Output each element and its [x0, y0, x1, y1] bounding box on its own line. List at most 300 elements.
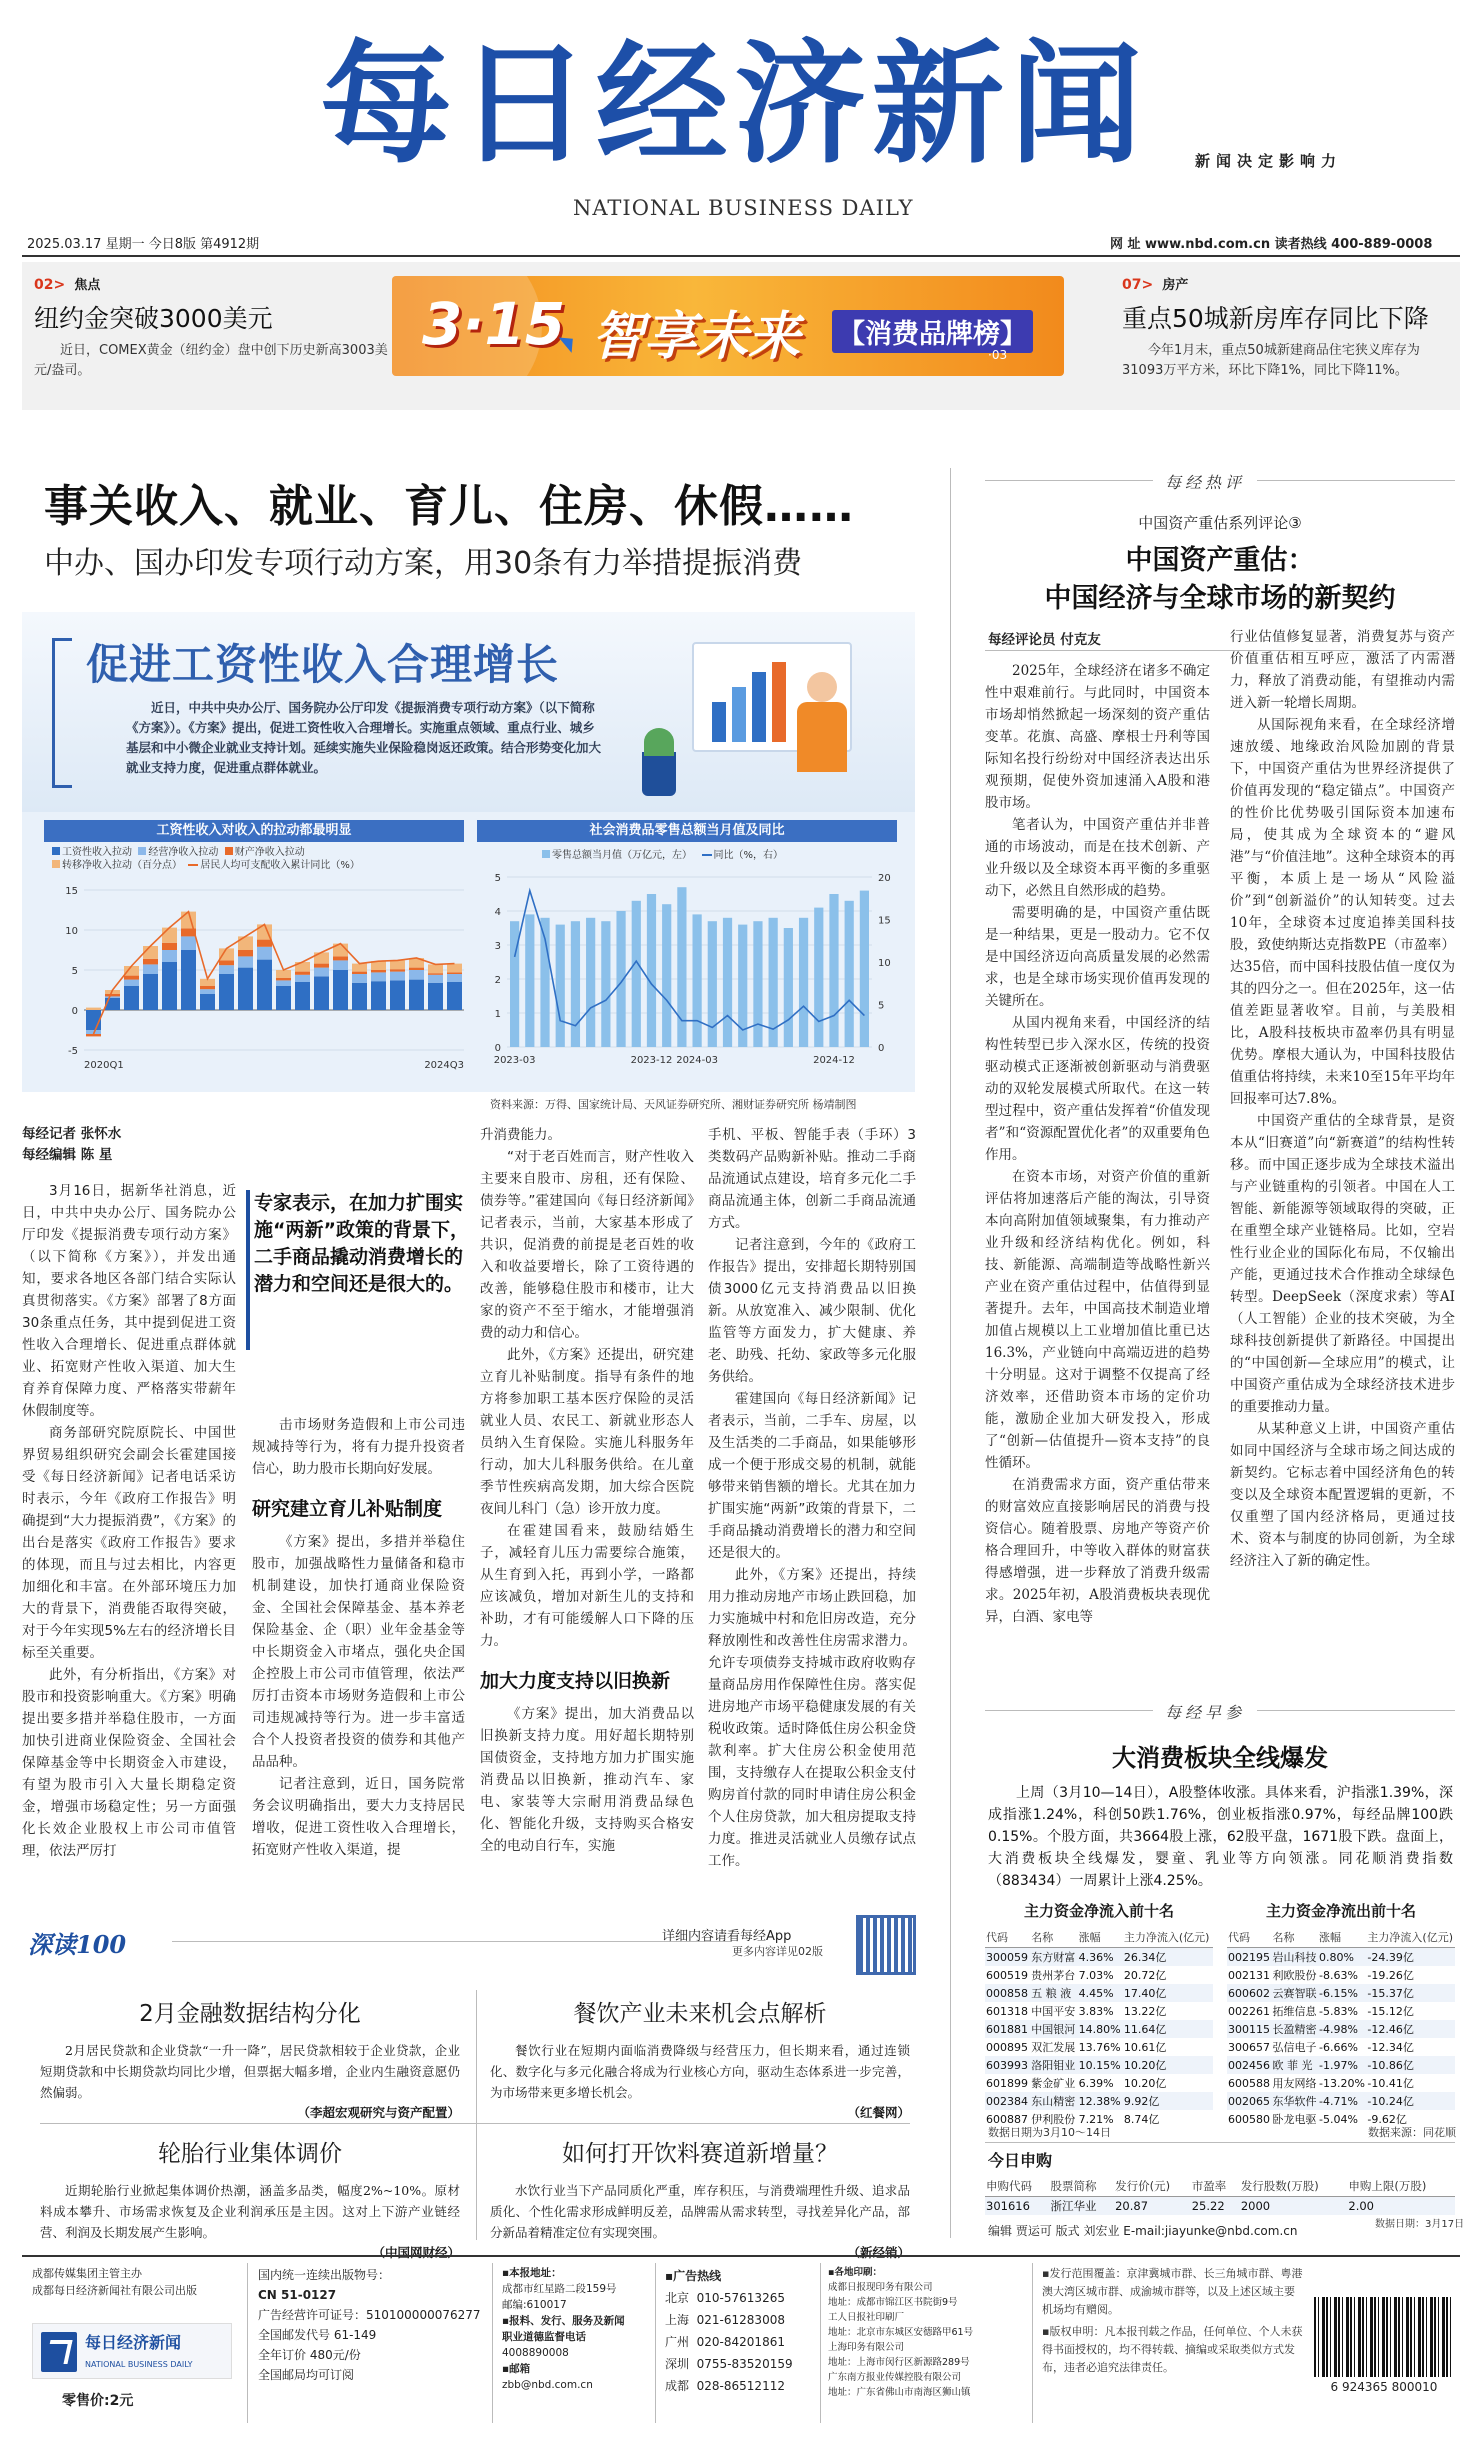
chart1-legend — [52, 846, 462, 872]
table-cell: 20.72亿 — [1123, 1969, 1167, 1982]
table-cell: 4.45% — [1078, 1984, 1123, 2002]
y-tick-label: 2 — [494, 975, 501, 986]
table-cell: 13.76% — [1078, 2040, 1121, 2054]
barcode-number: 6 924365 800010 — [1314, 2379, 1454, 2396]
table-header: 申购代码 — [985, 2176, 1050, 2197]
table-row — [1227, 1948, 1455, 1967]
chart1-bar — [181, 936, 196, 950]
table-cell: 3.83% — [1078, 2004, 1114, 2018]
y2-tick-label: 5 — [878, 1000, 885, 1012]
chart1-bar — [390, 969, 405, 971]
inflow-table — [985, 1927, 1213, 2128]
promo-text: 近日，COMEX黄金（纽约金）盘中创下历史新高3003美元/盎司。 — [34, 343, 388, 378]
x-tick-label: 2024-12 — [813, 1055, 855, 1066]
table-header: 代码 — [1227, 1927, 1271, 1948]
legend-item: 经营净收入拉动 — [138, 847, 218, 858]
table-cell: 弘信电子 — [1272, 2041, 1317, 2054]
y-tick-label: 3 — [494, 941, 501, 952]
table-cell: -19.26亿 — [1367, 1969, 1414, 1982]
table-cell: 300115 — [1227, 2020, 1271, 2038]
promo-tag: 焦点 — [74, 278, 101, 293]
legend-item: 工资性收入拉动 — [52, 847, 132, 858]
lead-col3: 升消费能力。 “对于老百姓而言，财产性收入主要来自股市、房租，还有保险、债券等。”霍建国向《每日经济新闻》记者表示，当前，大家基本形成了共识，促消费的前提是老百姓的收入和收益要增长，除了工资待遇的改善，能够稳住股市和楼市，让大家的资产不至于缩水，才能增强消费的动力和信心。 此外，《方案》还提出，研究建立育儿补贴制度。指导有条件的地方将参加职工基本医疗保险的灵活就业人员、农民工、新就业形态人员纳入生育保险。实施儿科服务年行动，加大儿科服务供给。在儿童季节性疾病高发期，加大综合医院夜间儿科门（急）诊开放力度。 在霍建国看来，鼓励结婚生子，减轻育儿压力需要综合施策，从生育到入托，再到小学，一路都应该减负，增加对新生儿的支持和补助，才有可能缓解人口下降的压力。 加大力度支持以旧换新 《方案》提出，加大消费品以旧换新支持力度。用好超长期特别国债资金，支持地方加力扩围实施消费品以旧换新，推动汽车、家电、家装等大宗耐用消费品绿色化、智能化升级，支持购买合格安全的电动自行车，实施 — [480, 1127, 694, 1854]
x-tick-label: 2024-03 — [676, 1055, 719, 1066]
chart1-bar — [371, 972, 386, 981]
chart1-bar — [105, 996, 120, 998]
table-cell: 600580 — [1228, 2112, 1270, 2126]
deep-item-text: 2月居民贷款和企业贷款“一升一降”，居民贷款相较于企业贷款，企业短期贷款和中长期贷款均同比少增，但票据大幅多增，企业内生融资意愿仍然偏弱。 — [40, 2043, 460, 2100]
chart2-plot — [477, 867, 907, 1075]
table-cell: 11.64亿 — [1123, 2020, 1213, 2038]
legend-item: 居民人均可支配收入累计同比（%） — [188, 860, 360, 871]
table-cell: 浙江华业 — [1050, 2197, 1115, 2216]
y-tick-label: 5 — [494, 873, 501, 884]
chart2-bar — [799, 918, 808, 1047]
table-cell: -10.86亿 — [1366, 2056, 1455, 2074]
chart1-bar — [295, 982, 310, 1010]
chart1-bar — [276, 970, 291, 978]
table-cell: -8.63% — [1318, 1968, 1358, 1982]
footer-publisher — [32, 2265, 242, 2409]
table-cell: 600588 — [1228, 2076, 1270, 2090]
lead-subhead: 中办、国办印发专项行动方案，用30条有力举措提振消费 — [44, 546, 803, 581]
chart1-bar — [390, 972, 405, 981]
table-header: 主力净流入(亿元) — [1366, 1927, 1455, 1948]
table-cell: 600519 — [986, 1968, 1028, 1982]
publisher-line: 成都每日经济新闻社有限公司出版 — [32, 2284, 197, 2297]
deep-item-source: （新经销） — [847, 2245, 910, 2260]
promo-page-number: 02> — [34, 277, 66, 293]
table-cell: 002384 — [985, 2092, 1030, 2110]
chart1-bar — [428, 975, 443, 983]
table-cell: 13.22亿 — [1123, 2005, 1167, 2018]
table-cell: 10.15% — [1078, 2056, 1123, 2074]
dateline-right: 网 址 www.nbd.com.cn 读者热线 400-889-0008 — [1110, 237, 1433, 252]
promo-left[interactable] — [34, 274, 394, 381]
lead-col4: 手机、平板、智能手表（手环）3类数码产品购新补贴。推动二手商品流通试点建设，培育多元化二手商品流通主体，创新二手商品流通方式。 记者注意到，今年的《政府工作报告》提出，安排超长期特别国债3000亿元支持消费品以旧换新。从放宽准入、减少限制、优化监管等方面发力，扩大健康、养老、助残、托幼、家政等多元化服务供给。 霍建国向《每日经济新闻》记者表示，当前，二手车、房屋，以及生活类的二手商品，如果能够形成一个便于形成交易的机制，就能够带来销售额的增长。尤其在加力扩围实施“两新”政策的背景下，二手商品撬动消费增长的潜力和空间还是很大的。 此外，《方案》还提出，持续用力推动房地产市场止跌回稳，加力实施城中村和危旧房改造，充分释放刚性和改善性住房需求潜力。允许专项债券支持城市政府收购存量商品房用作保障性住房。落实促进房地产市场平稳健康发展的有关税收政策。适时降低住房公积金贷款利率。扩大住房公积金使用范围，支持缴存人在提取公积金支付购房首付款的同时申请住房公积金个人住房贷款，加大租房提取支持力度。推进灵活就业人员缴存试点工作。 — [708, 1127, 916, 1869]
table-cell: -15.12亿 — [1367, 2005, 1414, 2018]
promo-tag: 房产 — [1162, 278, 1189, 293]
promo-banner[interactable] — [392, 276, 1064, 376]
table-cell: 26.34亿 — [1123, 1948, 1213, 1967]
infographic-text: 近日，中共中央办公厅、国务院办公厅印发《提振消费专项行动方案》（以下简称《方案》）。《方案》提出，促进工资性收入合理增长。实施重点领域、重点行业、城乡基层和中小微企业就业支持计划。延续实施失业保险稳岗返还政策。结合形势变化加大就业支持力度，促进重点群体就业。 — [126, 700, 602, 775]
editorial-byline: 每经评论员 付克友 — [988, 632, 1101, 648]
y-tick-label: 0 — [71, 1006, 78, 1017]
table-cell: 6.39% — [1078, 2076, 1114, 2090]
chart1-bar — [238, 936, 253, 950]
chart1-bar — [352, 964, 367, 972]
chart1-bar — [219, 960, 234, 965]
chart1-title: 工资性收入对收入的拉动都最明显 — [156, 823, 352, 838]
table-cell: 12.38% — [1078, 2092, 1123, 2110]
table-row — [1227, 2002, 1455, 2020]
chart1-bar — [314, 976, 329, 1010]
col2-subheading: 研究建立育儿补贴制度 — [252, 1498, 443, 1520]
table-cell: 10.20亿 — [1123, 2077, 1167, 2090]
chart1-bar — [257, 947, 272, 960]
promo-strip — [22, 262, 1460, 410]
x-tick-label: 2024Q3 — [424, 1060, 464, 1071]
table-cell: 紫金矿业 — [1031, 2077, 1076, 2090]
deep-item-title: 餐饮产业未来机会点解析 — [573, 2001, 827, 2027]
app-more: 更多内容详见02版 — [732, 1945, 823, 1958]
chart1-bar — [143, 964, 158, 974]
chart2-bar — [677, 887, 686, 1047]
table-cell: -6.66% — [1318, 2040, 1358, 2054]
chart1-bar — [409, 970, 424, 980]
table-cell: 300059 — [985, 1948, 1030, 1967]
chart1-bar — [333, 956, 348, 960]
table-cell: 601899 — [986, 2076, 1028, 2090]
morning-section-label: 每经早参 — [1153, 1700, 1257, 1723]
deep-item-1[interactable] — [40, 1995, 460, 2121]
chart1-bar — [352, 974, 367, 983]
table-cell: 10.61亿 — [1123, 2041, 1167, 2054]
ipo-table — [985, 2176, 1455, 2215]
outflow-table — [1227, 1927, 1455, 2128]
table-cell: 002131 — [1228, 1968, 1270, 1982]
y-tick-label: 1 — [494, 1009, 501, 1020]
chart1-bar — [447, 974, 462, 982]
dateline-left: 2025.03.17 星期一 今日8版 第4912期 — [27, 237, 260, 252]
table-cell: 002261 — [1228, 2004, 1270, 2018]
pullquote-text: 专家表示，在加力扩围实施“两新”政策的背景下，二手商品撬动消费增长的潜力和空间还是很大的。 — [254, 1192, 469, 1295]
chart1-bar — [200, 986, 215, 989]
table-cell: 五 粮 液 — [1030, 1984, 1077, 2002]
table-row — [1227, 2074, 1455, 2092]
banner-tag: 【消费品牌榜】 — [832, 310, 1033, 353]
footer-issn: 国内统一连续出版物号： CN 51-0127 广告经营许可证号：510100000076277 全国邮发代号 61-149 全年订价 480元/份 全国邮局均可订阅 — [258, 2268, 481, 2382]
promo-title: 重点50城新房库存同比下降 — [1122, 304, 1429, 333]
chart1-bar — [257, 940, 272, 947]
footer-logo — [32, 2323, 232, 2379]
chart2-bar — [632, 901, 641, 1047]
infographic — [22, 612, 915, 1092]
table-row — [985, 2038, 1213, 2056]
deep-item-text: 近期轮胎行业掀起集体调价热潮，涵盖多品类，幅度2%~10%。原材料成本攀升、市场需求恢复及企业利润承压是主因。这对上下游产业链经营、利润及长期发展产生影响。 — [40, 2183, 460, 2240]
table-row — [985, 1966, 1213, 1984]
lead-headline: 事关收入、就业、育儿、住房、休假…… — [44, 481, 854, 532]
page-editors: 编辑 贾运可 版式 刘宏业 E-mail:jiayunke@nbd.com.cn — [988, 2224, 1298, 2238]
chart1-bar — [124, 980, 139, 986]
table-data-source: 数据来源：同花顺 — [1368, 2126, 1456, 2139]
chart2-bar — [525, 914, 534, 1047]
editorial-series: 中国资产重估系列评论③ — [1138, 514, 1302, 532]
editorial-colB: 行业估值修复显著，消费复苏与资产价值重估相互呼应，激活了内需潜力，释放了消费动能，有望推动内需迸入新一轮增长周期。 从国际视角来看，在全球经济增速放缓、地缘政治风险加剧的背景下，中国资产重估为世界经济提供了价值再发现的“稳定锚点”。中国资产的性价比优势吸引国际资本加速布局，使其成为全球资本的“避风港”与“价值洼地”。这种全球资本的再平衡，本质上是一场从“风险溢价”到“创新溢价”的认知转变。过去10年，全球资本过度追捧美国科技股，致使纳斯达克指数PE（市盈率）达35倍，而中国科技股估值一度仅为其的四分之一。但在2025年，这一估值差距显著收窄。目前，与美股相比，A股科技板块市盈率仍具有明显优势。摩根大通认为，中国科技股估值重估将持续，未来10至15年平均年回报率可达7.8%。 中国资产重估的全球背景，是资本从“旧赛道”向“新赛道”的结构性转移。而中国正逐步成为全球技术溢出与产业链重构的引领者。中国在人工智能、新能源等领域取得的突破，正在重塑全球产业链格局。比如，空岩性行业企业的国际化布局，不仅输出产能，更通过技术合作推动全球绿色转型。DeepSeek（深度求索）等AI（人工智能）企业的技术突破，为全球科技创新提供了新路径。中国提出的“中国创新—全球应用”的模式，让中国资产重估成为全球经济技术进步的重要推动力量。 从某种意义上讲，中国资产重估如同中国经济与全球市场之间达成的新契约。它标志着中国经济角色的转变以及全球资本配置逻辑的更新，不仅重塑了国内经济格局，更通过技术、资本与制度的协同创新，为全球经济注入了新的确定性。 — [1230, 629, 1455, 1569]
table-header: 市盈率 — [1191, 2176, 1240, 2197]
chart2-header — [477, 820, 897, 842]
table-cell: 301616 — [985, 2197, 1050, 2216]
table-row — [1227, 2038, 1455, 2056]
chart1-bar — [295, 975, 310, 982]
chart2-bar — [860, 891, 869, 1047]
table-cell: 600887 — [986, 2112, 1028, 2126]
table-cell: 7.03% — [1078, 1968, 1114, 1982]
table-cell: 25.22 — [1191, 2197, 1240, 2216]
table-cell: 20.87 — [1114, 2197, 1191, 2216]
table-cell: -5.83% — [1318, 2004, 1358, 2018]
chart2-bar — [723, 918, 732, 1047]
deep-read-label: 深读100 — [28, 1930, 127, 1959]
legend-item: 零售总额当月值（万亿元，左） — [542, 850, 692, 861]
table-row — [985, 2056, 1213, 2074]
chart1-bar — [447, 964, 462, 973]
chart1-bar — [428, 964, 443, 973]
chart2-bar — [571, 921, 580, 1047]
table-cell: 300657 — [1228, 2040, 1270, 2054]
table-header: 涨幅 — [1318, 1927, 1366, 1948]
legend-item: 同比（%，右） — [702, 850, 784, 861]
table-cell: 欧 菲 光 — [1271, 2056, 1318, 2074]
reporter-name: 每经记者 张怀水 — [22, 1126, 122, 1142]
x-tick-label: 2020Q1 — [84, 1060, 124, 1071]
table-header: 发行价(元) — [1114, 2176, 1191, 2197]
deep-item-4[interactable] — [490, 2135, 910, 2261]
chart1-bar — [314, 952, 329, 963]
editorial-title-2: 中国经济与全球市场的新契约 — [1044, 583, 1396, 614]
logo-text: 每日经济新闻 — [85, 2333, 182, 2352]
illustration-figure — [632, 632, 892, 802]
chart1-bar — [295, 972, 310, 975]
chart1-bar — [143, 974, 158, 1010]
chart2-legend — [542, 846, 892, 861]
table-row — [985, 2197, 1455, 2216]
table-cell: 贵州茅台 — [1031, 1969, 1076, 1982]
table-cell: 中国银河 — [1030, 2020, 1077, 2038]
table-cell: 14.80% — [1078, 2020, 1123, 2038]
chart1-bar — [447, 972, 462, 974]
table-cell: 岩山科技 — [1271, 1948, 1318, 1967]
table-cell: 用友网络 — [1272, 2077, 1317, 2090]
chart2-bar — [556, 925, 565, 1047]
chart2-bar — [845, 901, 854, 1047]
masthead-english: NATIONAL BUSINESS DAILY — [573, 196, 914, 220]
chart1-bar — [390, 960, 405, 969]
table-data-date: 数据日期为3月10～14日 — [988, 2126, 1111, 2139]
table-cell: 中国平安 — [1031, 2005, 1076, 2018]
y2-tick-label: 15 — [878, 915, 891, 927]
chart2-bar — [784, 928, 793, 1047]
table-row — [1227, 2056, 1455, 2074]
y-tick-label: 15 — [65, 886, 78, 897]
chart1-bar — [238, 956, 253, 967]
chart1-bar — [219, 974, 234, 1010]
chart1-bar — [447, 982, 462, 1010]
table-cell: -5.04% — [1318, 2112, 1358, 2126]
table-header: 涨幅 — [1078, 1927, 1123, 1948]
editorial-colA: 2025年，全球经济在诸多不确定性中艰难前行。与此同时，中国资本市场却悄然掀起一场深刻的资产重估变革。花旗、高盛、摩根士丹利等国际知名投行纷纷对中国经济表达出乐观预期，促使外资加速涌入A股和港股市场。 笔者认为，中国资产重估并非普通的市场波动，而是在技术创新、产业升级以及全球资本再平衡的多重驱动下，必然且自然形成的趋势。 需要明确的是，中国资产重估既是一种结果，更是一股动力。它不仅是中国经济迈向高质量发展的必然需求，也是全球市场实现价值再发现的关键所在。 从国内视角来看，中国经济的结构性转型已步入深水区，传统的投资驱动模式正逐渐被创新驱动与消费驱动的双轮发展模式所取代。在这一转型过程中，资产重估发挥着“价值发现者”和“资源配置优化者”的双重要角色作用。 在资本市场，对资产价值的重新评估将加速落后产能的淘汰，引导资本向高附加值领域聚集，有力推动产业升级和经济结构优化。例如，科技、新能源、高端制造等战略性新兴产业在资产重估过程中，估值得到显著提升。去年，中国高技术制造业增加值占规模以上工业增加值比重已达16.3%，产业链向中高端迈进的趋势十分明显。这对于调整不仅提高了经济效率，还借助资本市场的定价功能，激励企业加大研发投入，形成了“创新—估值提升—资本支持”的良性循环。 在消费需求方面，资产重估带来的财富效应直接影响居民的消费与投资信心。随着股票、房地产等资产价格合理回升，中等收入群体的财富获得感增强，进一步释放了消费升级需求。2025年初，A股消费板块表现优异，白酒、家电等 — [985, 663, 1210, 1625]
y-tick-label: 4 — [494, 907, 501, 918]
footer-scope: ▪发行范围覆盖：京津冀城市群、长三角城市群、粤港澳大湾区城市群、成渝城市群等，以及上述区域主要机场均有赠阅。 ▪版权申明：凡本报刊载之作品，任何单位、个人未获得书面授权的，均不得转载、摘编或采取类似方式发布，违者必追究法律责任。 — [1042, 2267, 1303, 2374]
table-row — [985, 2002, 1213, 2020]
table-cell: 8.74亿 — [1123, 2113, 1160, 2126]
chart1-bar — [105, 994, 120, 996]
chart1-bar — [314, 968, 329, 977]
chart1-bar — [371, 981, 386, 1010]
table-cell: 9.92亿 — [1123, 2092, 1213, 2110]
chart1-bar — [333, 960, 348, 970]
table-cell: -4.98% — [1318, 2020, 1366, 2038]
publisher-line: 成都传媒集团主管主办 — [32, 2267, 142, 2280]
promo-right[interactable] — [1122, 274, 1452, 381]
chart2-bar — [693, 914, 702, 1047]
deep-read-bar — [22, 1925, 942, 1957]
table-row — [1227, 2092, 1455, 2110]
legend-item: 转移净收入拉动（百分点） — [52, 860, 182, 871]
byline — [22, 1124, 121, 1166]
table-cell: 002456 — [1227, 2056, 1271, 2074]
morning-title: 大消费板块全线爆发 — [1112, 1744, 1328, 1772]
table-cell: 0.80% — [1318, 1948, 1366, 1967]
deep-item-3[interactable] — [40, 2135, 460, 2261]
chart2-bar — [753, 921, 762, 1047]
morning-section — [985, 1700, 1455, 1720]
table-cell: 东方财富 — [1030, 1948, 1077, 1967]
table-cell: 长盈精密 — [1271, 2020, 1318, 2038]
y-tick-label: -5 — [68, 1046, 78, 1057]
chart1-bar — [124, 966, 139, 976]
pullquote — [254, 1190, 474, 1298]
promo-text: 今年1月末，重点50城新建商品住宅狭义库存为31093万平方米，环比下降1%，同比下降11%。 — [1122, 343, 1420, 378]
table-row — [985, 1984, 1213, 2002]
chart1-bar — [238, 968, 253, 1010]
table-cell: -10.24亿 — [1366, 2092, 1455, 2110]
chart1-plot — [44, 880, 484, 1075]
deep-item-source: （中国网财经） — [372, 2245, 460, 2260]
table-cell: -6.15% — [1318, 1984, 1366, 2002]
masthead-title: 每日经济新闻 — [320, 28, 1148, 182]
infographic-title: 促进工资性收入合理增长 — [86, 640, 560, 689]
table-cell: 2000 — [1240, 2197, 1348, 2216]
table-header: 发行股数(万股) — [1240, 2176, 1348, 2197]
retail-price: 零售价:2元 — [62, 2393, 134, 2409]
table-cell: 603993 — [985, 2056, 1030, 2074]
table-row — [1227, 2020, 1455, 2038]
y-tick-label: 10 — [65, 926, 78, 937]
table-header: 名称 — [1030, 1927, 1077, 1948]
chart1-bar — [428, 973, 443, 975]
ipo-title: 今日申购 — [988, 2151, 1053, 2170]
chart2-bar — [662, 904, 671, 1047]
legend-item: 财产净收入拉动 — [225, 847, 305, 858]
outflow-title: 主力资金净流出前十名 — [1265, 1902, 1416, 1920]
chart1-bar — [200, 994, 215, 1010]
deep-item-title: 轮胎行业集体调价 — [158, 2141, 342, 2167]
table-cell: 利欧股份 — [1272, 1969, 1317, 1982]
chart1-bar — [219, 965, 234, 974]
app-note: 详细内容请看每经App — [662, 1929, 792, 1944]
y-tick-label: 5 — [71, 966, 78, 977]
footer-printing: ▪各地印刷： 成都日报现印务有限公司 地址：成都市锦江区书院街9号 工人日报社印刷厂 地址：北京市东城区安德路甲61号 上海印务有限公司 地址：上海市闵行区新源路289号 广东南方报业传媒控股有限公司 地址：广东省佛山市南海区狮山镇 — [828, 2267, 974, 2398]
deep-item-source: （红餐网） — [847, 2105, 910, 2120]
chart1-header — [44, 820, 464, 842]
chart1-bar — [124, 976, 139, 980]
table-cell: 002195 — [1227, 1948, 1271, 1967]
table-header: 主力净流入(亿元) — [1123, 1927, 1213, 1948]
table-cell: 伊利股份 — [1031, 2113, 1076, 2126]
table-row — [1227, 1984, 1455, 2002]
inflow-table-wrap — [985, 1900, 1213, 2128]
banner-title: 智享未来 — [592, 307, 801, 367]
chart2-bar — [647, 894, 656, 1047]
ipo-data-date: 数据日期：3月17日 — [1375, 2219, 1465, 2230]
table-cell: 云赛智联 — [1271, 1984, 1318, 2002]
y2-tick-label: 20 — [878, 873, 891, 884]
chart1-bar — [257, 960, 272, 1010]
chart1-bar — [409, 968, 424, 970]
chart2-bar — [586, 918, 595, 1047]
chart2-line — [515, 891, 865, 1030]
table-cell: -4.71% — [1318, 2092, 1366, 2110]
table-cell: 7.21% — [1078, 2112, 1114, 2126]
y2-tick-label: 0 — [878, 1043, 885, 1054]
chart1-bar — [219, 948, 234, 960]
editorial-section-label: 每经热评 — [1153, 470, 1257, 493]
table-cell: 600602 — [1227, 1984, 1271, 2002]
outflow-table-wrap — [1227, 1900, 1455, 2128]
table-cell: -24.39亿 — [1366, 1948, 1455, 1967]
logo-english: NATIONAL BUSINESS DAILY — [85, 2360, 193, 2369]
chart1-bar — [162, 943, 177, 950]
table-row — [985, 2074, 1213, 2092]
table-cell: -12.46亿 — [1366, 2020, 1455, 2038]
table-cell: -1.97% — [1318, 2056, 1366, 2074]
table-cell: 洛阳钼业 — [1030, 2056, 1077, 2074]
deep-item-title: 2月金融数据结构分化 — [139, 2001, 361, 2027]
table-cell: 601318 — [986, 2004, 1028, 2018]
table-row — [985, 1948, 1213, 1967]
chart1-bar — [86, 1008, 101, 1010]
chart1-bar — [162, 928, 177, 943]
chart1-bar — [200, 989, 215, 994]
editorial-section — [985, 470, 1455, 490]
table-row — [985, 2020, 1213, 2038]
col3-subheading: 加大力度支持以旧换新 — [480, 1670, 671, 1692]
qr-code-icon[interactable] — [856, 1915, 916, 1975]
morning-text: 上周（3月10—14日），A股整体收涨。具体来看，沪指涨1.39%，深成指涨1.24%，科创50跌1.76%，创业板指涨0.97%，每经品牌100跌0.15%。个股方面，共3664股上涨，62股平盘，1671股下跌。盘面上，大消费板块全线爆发，婴童、乳业等方向领涨。同花顺消费指数（883434）一周累计上涨4.25%。 — [988, 1785, 1453, 1889]
lead-col1: 3月16日，据新华社消息，近日，中共中央办公厅、国务院办公厅印发《提振消费专项行动方案》（以下简称《方案》），并发出通知，要求各地区各部门结合实际认真贯彻落实。《方案》部署了8方面30条重点任务，其中提到促进工资性收入合理增长、促进重点群体就业、拓宽财产性收入渠道、加大生育养育保障力度、严格落实带薪年休假制度等。 商务部研究院原院长、中国世界贸易组织研究会副会长霍建国接受《每日经济新闻》记者电话采访时表示，今年《政府工作报告》明确提到“大力提振消费”，《方案》的出台是落实《政府工作报告》要求的体现，而且与过去相比，内容更加细化和丰富。在外部环境压力加大的背景下，消费能否取得突破，对于今年实现5%左右的经济增长目标至关重要。 此外，有分析指出，《方案》对股市和投资影响重大。《方案》明确提出要多措并举稳住股市，一方面加快引进商业保险资金、全国社会保障基金等中长期资金入市建设，有望为股市引入大量长期稳定资金，增强市场稳定性；另一方面强化长效企业股权上市公司市值管理，依法严厉打 — [22, 1183, 236, 1859]
table-cell: 东山精密 — [1030, 2092, 1077, 2110]
table-cell: -9.62亿 — [1367, 2113, 1407, 2126]
deep-item-text: 水饮行业当下产品同质化严重，库存积压，与消费端理性升级、追求品质化、个性化需求形成鲜明反差，品牌需从需求转型，寻找差异化产品，部分新品着精准定位有实现突围。 — [490, 2183, 910, 2240]
chart1-bar — [409, 980, 424, 1010]
chart1-bar — [276, 978, 291, 980]
table-cell: -13.20% — [1318, 2076, 1365, 2090]
deep-item-title: 如何打开饮料赛道新增量？ — [562, 2141, 838, 2167]
chart1-bar — [371, 970, 386, 972]
chart1-bar — [352, 972, 367, 974]
footer-ads: ▪广告热线 北京 010-57613265 上海 021-61283008 广州 020-84201861 深圳 0755-83520159 成都 028-86512112 — [665, 2269, 793, 2393]
chart1-bar — [276, 986, 291, 1010]
table-cell: 2.00 — [1347, 2197, 1455, 2216]
table-cell: -15.37亿 — [1366, 1984, 1455, 2002]
deep-item-2[interactable] — [490, 1995, 910, 2121]
chart1-bar — [333, 970, 348, 1010]
table-cell: 东华软件 — [1271, 2092, 1318, 2110]
chart1-bar — [276, 980, 291, 986]
table-cell: 双汇发展 — [1031, 2041, 1076, 2054]
table-cell: 10.20亿 — [1123, 2056, 1213, 2074]
chart1-bar — [314, 964, 329, 968]
editor-name: 每经编辑 陈 星 — [22, 1147, 113, 1163]
deep-item-text: 餐饮行业在短期内面临消费降级与经营压力，但长期来看，通过连锁化、数字化与多元化融合将成为行业核心方向，驱动生态体系进一步完善，为市场带来更多增长机会。 — [490, 2043, 910, 2100]
x-tick-label: 2023-12 — [630, 1055, 673, 1066]
lead-col2: 击市场财务造假和上市公司违规减持等行为，将有力提升投资者信心，助力股市长期向好发展。 研究建立育儿补贴制度 《方案》提出，多措并举稳住股市，加强战略性力量储备和稳市机制建设，加快打通商业保险资金、全国社会保障基金、基本养老保险基金、企（职）业年金基金等中长期资金入市堵点，强化央企国企控股上市公司市值管理，依法严厉打击资本市场财务造假和上市公司违规减持等行为。进一步丰富适合个人投资者投资的债券和其他产品品种。 记者注意到，近日，国务院常务会议明确指出，要大力支持居民增收，促进工资性收入合理增长，拓宽财产性收入渠道，提 — [252, 1417, 465, 1858]
table-row — [1227, 1966, 1455, 1984]
footer-address: ▪本报地址： 成都市红星路二段159号 邮编:610017 ▪报料、发行、服务及新闻 职业道德监督电话 4008890008 ▪邮箱 zbb@nbd.com.cn — [502, 2267, 625, 2391]
infographic-source: 资料来源：万得、国家统计局、天风证券研究所、湘财证券研究所 杨靖制图 — [490, 1098, 857, 1111]
masthead — [0, 0, 1482, 240]
